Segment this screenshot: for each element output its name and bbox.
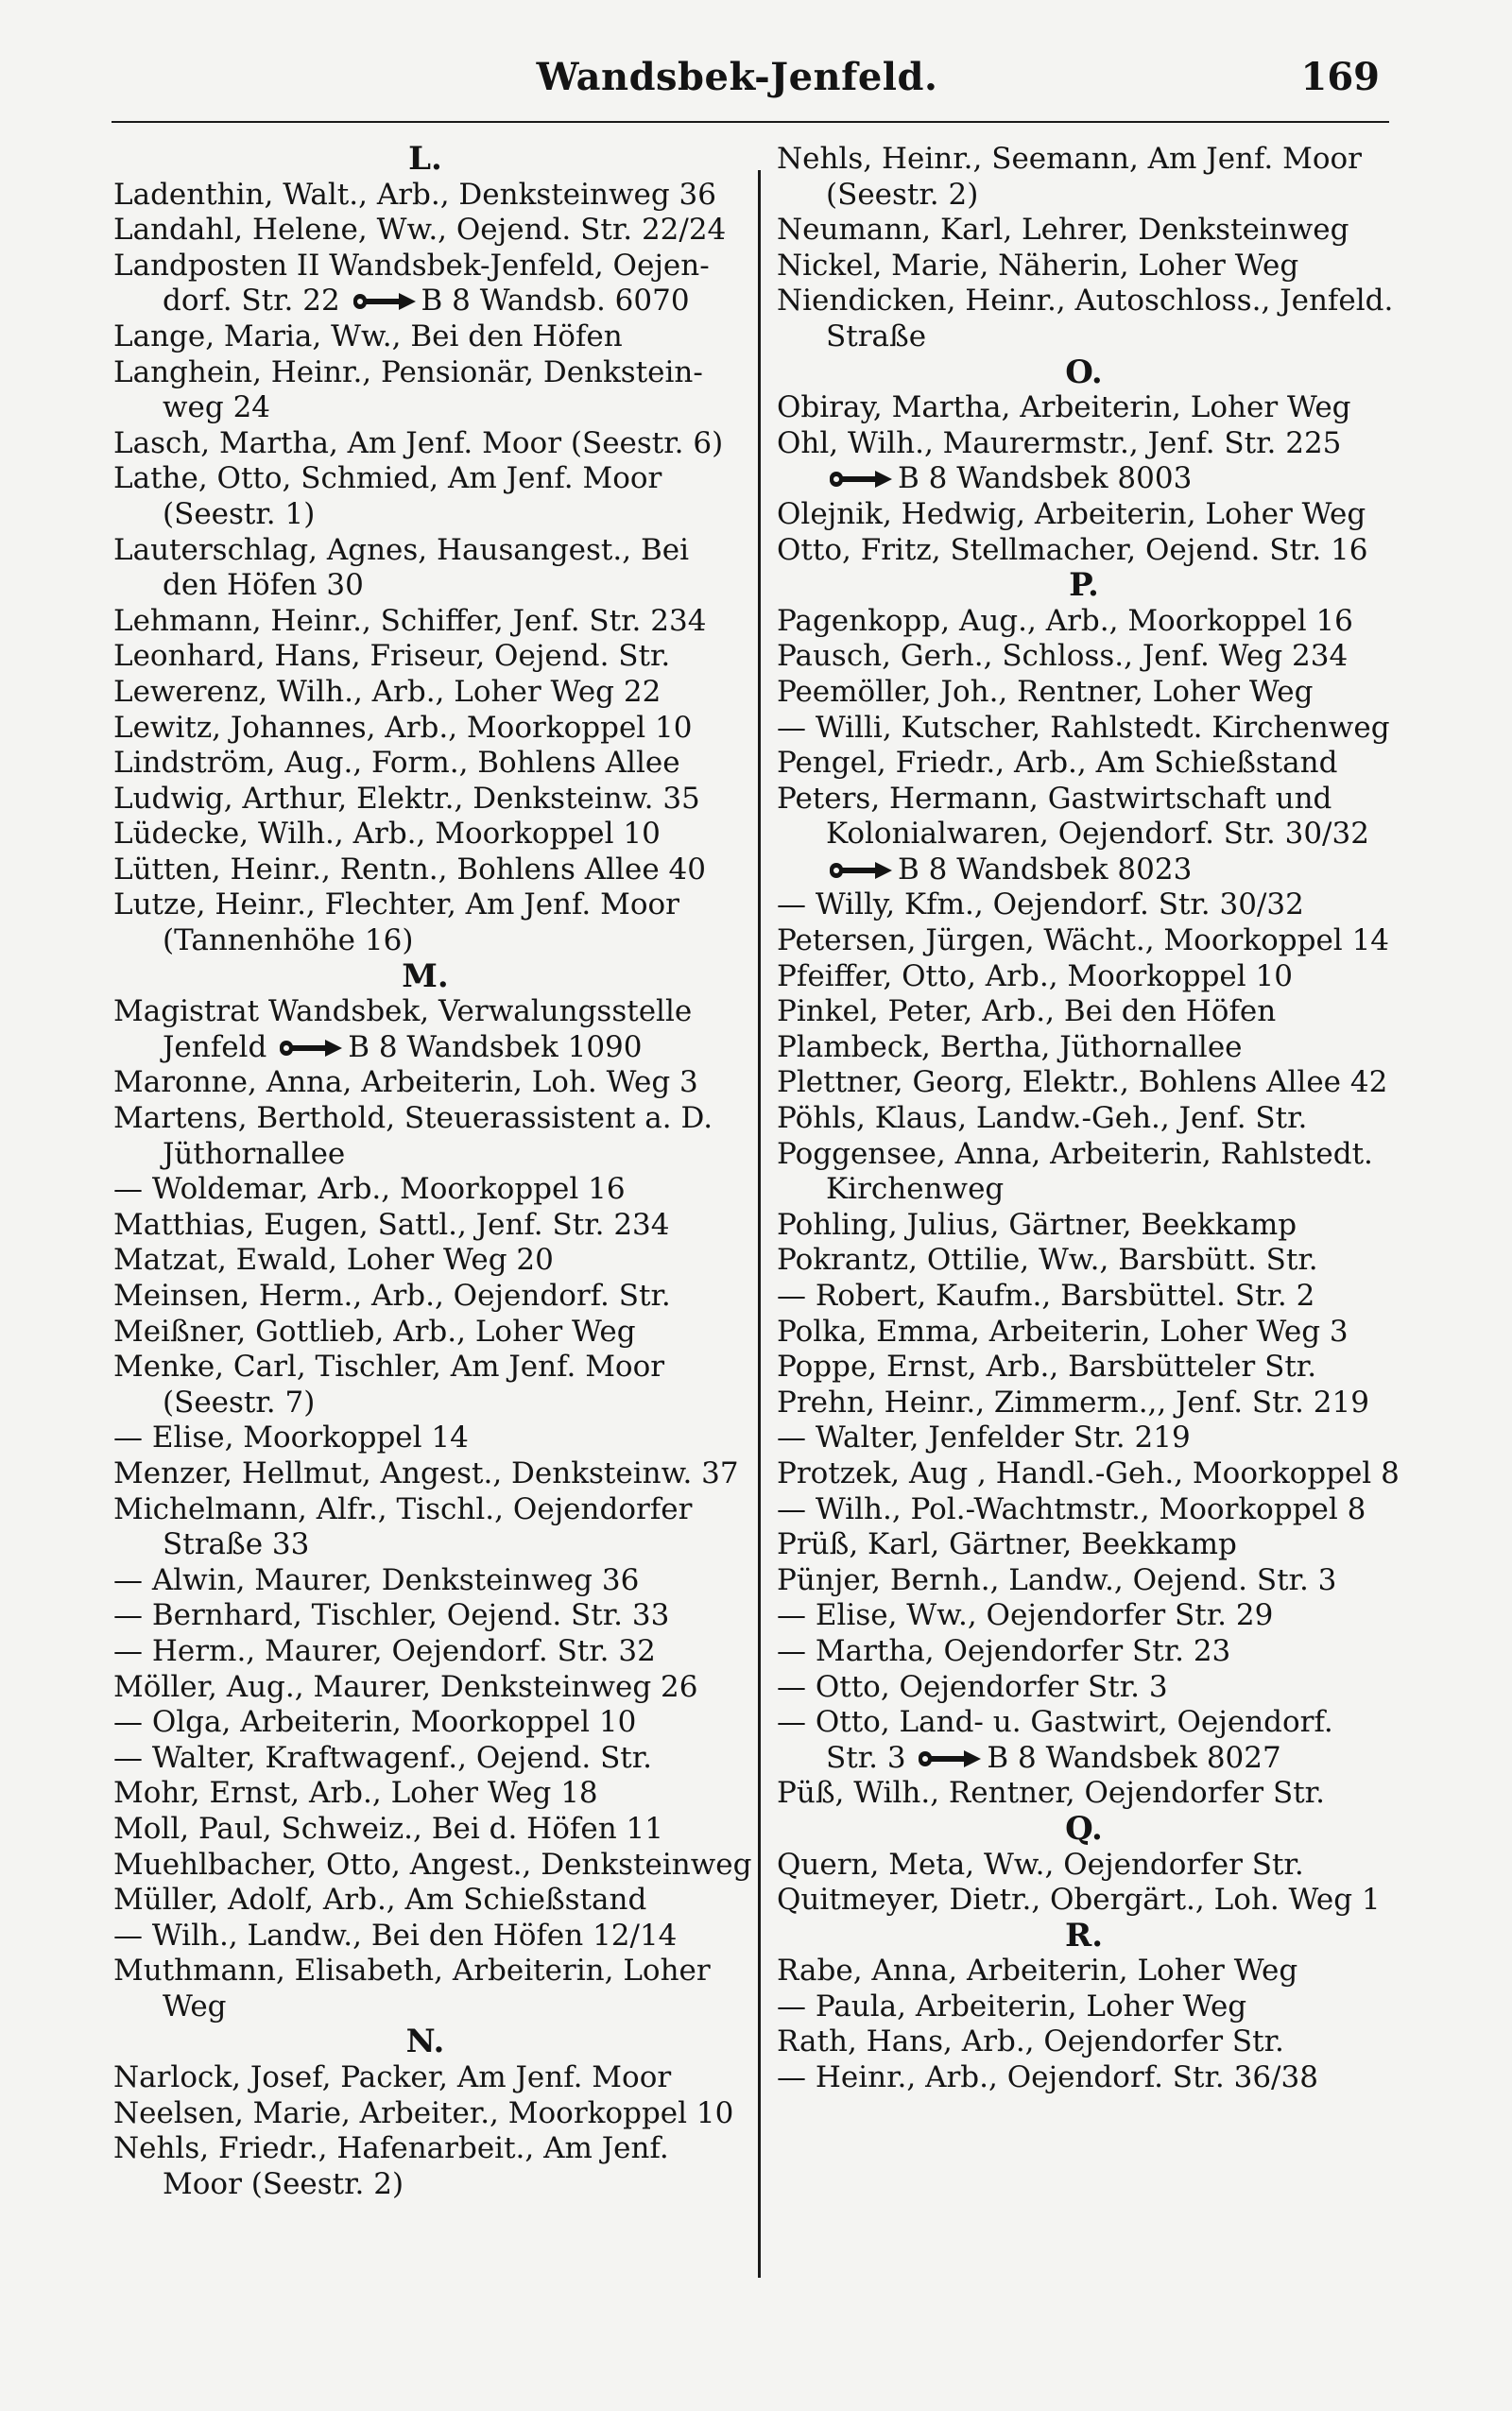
directory-entry: Pöhls, Klaus, Landw.-Geh., Jenf. Str. [777, 1101, 1308, 1136]
header-rule [112, 121, 1389, 123]
entry-continuation: Kirchenweg [826, 1172, 1005, 1207]
phone-line [113, 284, 737, 319]
entry-continuation: weg 24 [163, 390, 271, 425]
directory-entry: — Elise, Moorkoppel 14 [113, 1421, 469, 1455]
directory-entry: Neumann, Karl, Lehrer, Denksteinweg [777, 213, 1349, 248]
telephone-icon [917, 1748, 983, 1769]
directory-entry: Lütten, Heinr., Rentn., Bohlens Allee 40 [113, 852, 706, 887]
directory-entry: — Olga, Arbeiterin, Moorkoppel 10 [113, 1705, 637, 1740]
directory-entry: Poggensee, Anna, Arbeiterin, Rahlstedt. [777, 1136, 1373, 1171]
directory-entry: — Walter, Jenfelder Str. 219 [777, 1421, 1191, 1455]
directory-entry: — Heinr., Arb., Oejendorf. Str. 36/38 [777, 2060, 1318, 2095]
directory-entry: Meißner, Gottlieb, Arb., Loher Weg [113, 1314, 636, 1349]
right-column [777, 142, 1400, 2096]
directory-entry: Prüß, Karl, Gärtner, Beekkamp [777, 1527, 1237, 1562]
directory-entry: Ludwig, Arthur, Elektr., Denksteinw. 35 [113, 781, 700, 816]
entry-continuation: (Seestr. 7) [163, 1385, 316, 1420]
entry-continuation: (Seestr. 1) [163, 496, 316, 531]
directory-entry: — Elise, Ww., Oejendorfer Str. 29 [777, 1598, 1274, 1633]
directory-entry: — Otto, Land- u. Gastwirt, Oejendorf. [777, 1705, 1333, 1740]
telephone-icon [828, 860, 894, 881]
directory-entry: Nehls, Friedr., Hafenarbeit., Am Jenf. [113, 2131, 669, 2166]
directory-entry: Petersen, Jürgen, Wächt., Moorkoppel 14 [777, 923, 1390, 958]
directory-entry: Mohr, Ernst, Arb., Loher Weg 18 [113, 1776, 598, 1811]
section-letter: O. [1065, 353, 1103, 391]
directory-entry: Meinsen, Herm., Arb., Oejendorf. Str. [113, 1279, 671, 1313]
directory-entry: Rath, Hans, Arb., Oejendorfer Str. [777, 2024, 1284, 2059]
directory-entry: Obiray, Martha, Arbeiterin, Loher Weg [777, 390, 1351, 425]
directory-entry: — Bernhard, Tischler, Oejend. Str. 33 [113, 1598, 670, 1633]
phone-number: B 8 Wandsbek 8027 [987, 1740, 1281, 1775]
directory-entry: Nickel, Marie, Näherin, Loher Weg [777, 248, 1299, 283]
directory-entry: Michelmann, Alfr., Tischl., Oejendorfer [113, 1491, 693, 1526]
directory-entry: Lehmann, Heinr., Schiffer, Jenf. Str. 234 [113, 603, 707, 638]
directory-entry: Matthias, Eugen, Sattl., Jenf. Str. 234 [113, 1207, 670, 1242]
directory-entry: Lindström, Aug., Form., Bohlens Allee [113, 746, 680, 781]
directory-entry: Peemöller, Joh., Rentner, Loher Weg [777, 674, 1314, 709]
phone-line-prefix: Str. 3 [826, 1740, 906, 1775]
section-letter: L. [408, 140, 442, 178]
directory-entry: — Otto, Oejendorfer Str. 3 [777, 1669, 1168, 1704]
directory-entry: Möller, Aug., Maurer, Denksteinweg 26 [113, 1669, 698, 1704]
phone-number: B 8 Wandsb. 6070 [421, 284, 690, 319]
directory-entry: — Willy, Kfm., Oejendorf. Str. 30/32 [777, 887, 1304, 922]
directory-entry: Neelsen, Marie, Arbeiter., Moorkoppel 10 [113, 2095, 734, 2130]
directory-entry: Narlock, Josef, Packer, Am Jenf. Moor [113, 2060, 672, 2095]
directory-entry: — Robert, Kaufm., Barsbüttel. Str. 2 [777, 1279, 1315, 1313]
section-letter: P. [1069, 566, 1099, 605]
entry-continuation: (Seestr. 2) [826, 177, 979, 212]
section-letter: Q. [1065, 1809, 1103, 1848]
telephone-icon [278, 1038, 344, 1059]
phone-number: B 8 Wandsbek 8023 [898, 852, 1193, 887]
column-divider [758, 170, 761, 2278]
directory-entry: Poppe, Ernst, Arb., Barsbütteler Str. [777, 1350, 1317, 1385]
directory-entry: — Herm., Maurer, Oejendorf. Str. 32 [113, 1633, 656, 1668]
directory-entry: — Wilh., Landw., Bei den Höfen 12/14 [113, 1918, 678, 1953]
directory-entry: Muthmann, Elisabeth, Arbeiterin, Loher [113, 1954, 711, 1989]
directory-entry: Peters, Hermann, Gastwirtschaft und [777, 781, 1332, 816]
directory-entry: Otto, Fritz, Stellmacher, Oejend. Str. 16 [777, 532, 1368, 567]
directory-entry: Maronne, Anna, Arbeiterin, Loh. Weg 3 [113, 1065, 698, 1100]
directory-entry: Plambeck, Bertha, Jüthornallee [777, 1029, 1243, 1064]
phone-line [777, 852, 1391, 888]
entry-continuation: Straße 33 [163, 1527, 310, 1562]
directory-entry: — Wilh., Pol.-Wachtmstr., Moorkoppel 8 [777, 1491, 1366, 1526]
entry-continuation: Jüthornallee [163, 1136, 346, 1171]
phone-line [113, 1030, 737, 1066]
directory-entry: Pagenkopp, Aug., Arb., Moorkoppel 16 [777, 603, 1353, 638]
directory-entry: Müller, Adolf, Arb., Am Schießstand [113, 1883, 647, 1918]
directory-entry: Quern, Meta, Ww., Oejendorfer Str. [777, 1847, 1304, 1882]
directory-entry: Niendicken, Heinr., Autoschloss., Jenfeld. [777, 284, 1394, 319]
directory-entry: Pokrantz, Ottilie, Ww., Barsbütt. Str. [777, 1243, 1318, 1278]
directory-entry: — Paula, Arbeiterin, Loher Weg [777, 1989, 1247, 2024]
directory-entry: — Woldemar, Arb., Moorkoppel 16 [113, 1172, 626, 1207]
directory-entry: Pohling, Julius, Gärtner, Beekkamp [777, 1207, 1297, 1242]
directory-entry: Lewitz, Johannes, Arb., Moorkoppel 10 [113, 710, 693, 745]
directory-entry: Lüdecke, Wilh., Arb., Moorkoppel 10 [113, 817, 661, 852]
directory-entry: Leonhard, Hans, Friseur, Oejend. Str. [113, 639, 671, 674]
page-number: 169 [1300, 55, 1380, 99]
directory-entry: Lewerenz, Wilh., Arb., Loher Weg 22 [113, 674, 662, 709]
directory-entry: — Alwin, Maurer, Denksteinweg 36 [113, 1562, 640, 1597]
phone-line [777, 461, 1391, 497]
directory-entry: Pausch, Gerh., Schloss., Jenf. Weg 234 [777, 639, 1349, 674]
telephone-icon [352, 291, 418, 312]
entry-continuation: Kolonialwaren, Oejendorf. Str. 30/32 [826, 817, 1369, 852]
directory-entry: Muehlbacher, Otto, Angest., Denksteinweg [113, 1847, 752, 1882]
directory-entry: Ohl, Wilh., Maurermstr., Jenf. Str. 225 [777, 425, 1342, 460]
directory-entry: Lathe, Otto, Schmied, Am Jenf. Moor [113, 461, 662, 496]
phone-number: B 8 Wandsbek 8003 [898, 461, 1193, 496]
entry-continuation: Moor (Seestr. 2) [163, 2166, 404, 2201]
directory-entry: — Walter, Kraftwagenf., Oejend. Str. [113, 1740, 653, 1775]
entry-continuation: Straße [826, 319, 927, 353]
directory-entry: Magistrat Wandsbek, Verwalungsstelle [113, 994, 693, 1029]
directory-entry: Lauterschlag, Agnes, Hausangest., Bei [113, 532, 689, 567]
directory-entry: Landahl, Helene, Ww., Oejend. Str. 22/24 [113, 213, 727, 248]
telephone-icon [828, 469, 894, 490]
directory-entry: Lange, Maria, Ww., Bei den Höfen [113, 319, 623, 353]
directory-entry: — Martha, Oejendorfer Str. 23 [777, 1633, 1231, 1668]
directory-entry: Plettner, Georg, Elektr., Bohlens Allee 42 [777, 1065, 1388, 1100]
directory-entry: Rabe, Anna, Arbeiterin, Loher Weg [777, 1954, 1298, 1989]
directory-entry: Püß, Wilh., Rentner, Oejendorfer Str. [777, 1776, 1325, 1811]
directory-entry: Pünjer, Bernh., Landw., Oejend. Str. 3 [777, 1562, 1337, 1597]
directory-entry: Langhein, Heinr., Pensionär, Denkstein- [113, 354, 703, 389]
directory-entry: Nehls, Heinr., Seemann, Am Jenf. Moor [777, 142, 1362, 176]
phone-number: B 8 Wandsbek 1090 [348, 1029, 643, 1064]
phone-line-prefix: Jenfeld [163, 1029, 267, 1064]
directory-entry: Matzat, Ewald, Loher Weg 20 [113, 1243, 554, 1278]
phone-line [777, 1741, 1391, 1777]
directory-entry: Protzek, Aug , Handl.-Geh., Moorkoppel 8 [777, 1455, 1400, 1490]
directory-entry: — Willi, Kutscher, Rahlstedt. Kirchenweg [777, 710, 1390, 745]
directory-entry: Polka, Emma, Arbeiterin, Loher Weg 3 [777, 1314, 1349, 1349]
directory-entry: Pengel, Friedr., Arb., Am Schießstand [777, 746, 1338, 781]
section-letter: R. [1064, 1916, 1104, 1955]
directory-entry: Pinkel, Peter, Arb., Bei den Höfen [777, 994, 1277, 1029]
left-column [113, 140, 752, 2202]
directory-entry: Lasch, Martha, Am Jenf. Moor (Seestr. 6) [113, 425, 724, 460]
directory-entry: Pfeiffer, Otto, Arb., Moorkoppel 10 [777, 958, 1293, 993]
entry-continuation: Weg [163, 1989, 227, 2024]
directory-entry: Ladenthin, Walt., Arb., Denksteinweg 36 [113, 177, 716, 212]
entry-continuation: den Höfen 30 [163, 568, 364, 603]
directory-entry: Prehn, Heinr., Zimmerm.,, Jenf. Str. 219 [777, 1385, 1369, 1420]
directory-entry: Martens, Berthold, Steuerassistent a. D. [113, 1101, 713, 1136]
entry-continuation: (Tannenhöhe 16) [163, 923, 414, 958]
directory-entry: Menke, Carl, Tischler, Am Jenf. Moor [113, 1350, 665, 1385]
directory-entry: Landposten II Wandsbek-Jenfeld, Oejen- [113, 248, 710, 283]
directory-entry: Lutze, Heinr., Flechter, Am Jenf. Moor [113, 887, 679, 922]
directory-entry: Olejnik, Hedwig, Arbeiterin, Loher Weg [777, 496, 1366, 531]
phone-line-prefix: dorf. Str. 22 [163, 284, 340, 319]
section-letter: M. [402, 956, 449, 995]
section-letter: N. [405, 2023, 445, 2061]
directory-entry: Moll, Paul, Schweiz., Bei d. Höfen 11 [113, 1811, 663, 1846]
directory-entry: Menzer, Hellmut, Angest., Denksteinw. 37 [113, 1455, 739, 1490]
running-header-title: Wandsbek-Jenfeld. [536, 55, 938, 99]
directory-entry: Quitmeyer, Dietr., Obergärt., Loh. Weg 1 [777, 1883, 1381, 1918]
